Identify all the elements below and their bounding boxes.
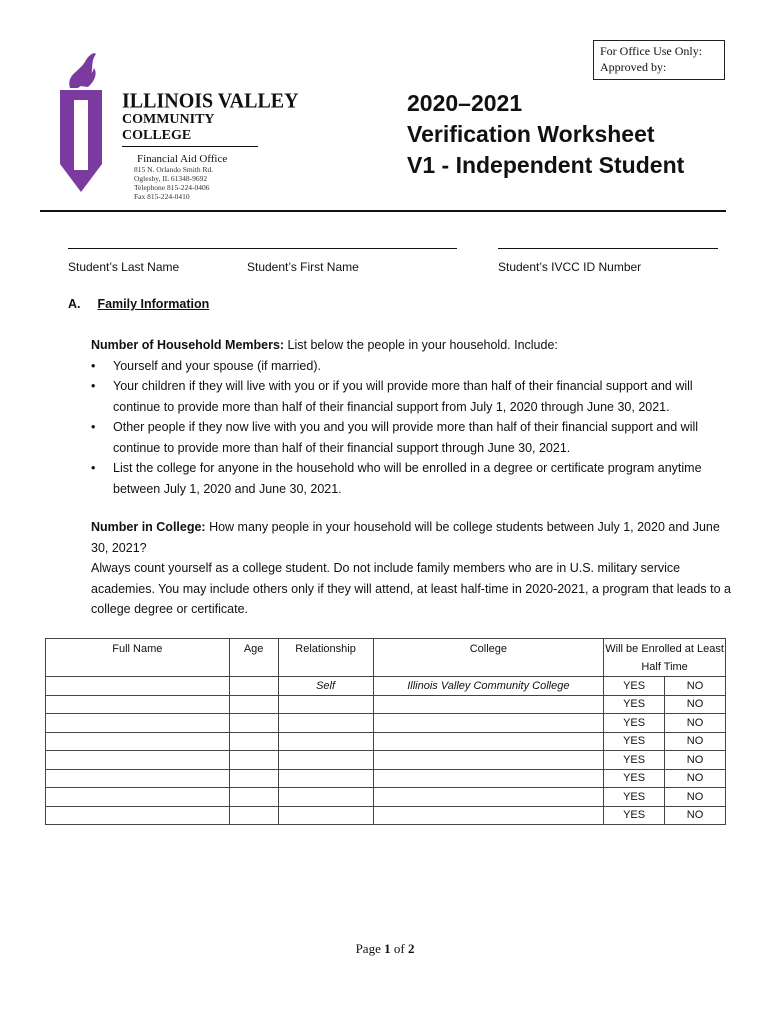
col-enrolled: Will be Enrolled at Least Half Time bbox=[604, 639, 726, 677]
relationship-cell[interactable] bbox=[278, 769, 373, 788]
table-row bbox=[46, 732, 726, 751]
worksheet-title bbox=[407, 88, 684, 181]
name-cell[interactable] bbox=[46, 769, 230, 788]
section-a-title: Family Information bbox=[97, 297, 210, 311]
yes-option[interactable]: YES bbox=[604, 677, 665, 696]
college-instructions bbox=[91, 517, 731, 620]
section-a-heading bbox=[68, 297, 209, 311]
list-item: • Yourself and your spouse (if married). bbox=[91, 356, 731, 377]
age-cell[interactable] bbox=[229, 714, 278, 733]
table-row bbox=[46, 806, 726, 825]
yes-option[interactable]: YES bbox=[604, 769, 665, 788]
yes-option[interactable]: YES bbox=[604, 806, 665, 825]
college-cell[interactable] bbox=[373, 806, 604, 825]
relationship-cell[interactable] bbox=[278, 751, 373, 770]
logo-telephone: Telephone 815-224-0406 bbox=[134, 183, 210, 192]
table-row bbox=[46, 769, 726, 788]
no-option[interactable]: NO bbox=[665, 806, 726, 825]
name-cell[interactable] bbox=[46, 788, 230, 807]
age-cell[interactable] bbox=[229, 751, 278, 770]
college-cell[interactable] bbox=[373, 732, 604, 751]
header-divider bbox=[40, 210, 726, 212]
logo-college-name-1: ILLINOIS VALLEY bbox=[122, 89, 299, 113]
col-college: College bbox=[373, 639, 604, 677]
household-table bbox=[45, 638, 726, 825]
title-worksheet: Verification Worksheet bbox=[407, 121, 655, 147]
last-name-label: Student’s Last Name bbox=[68, 260, 180, 274]
no-option[interactable]: NO bbox=[665, 714, 726, 733]
relationship-cell[interactable] bbox=[278, 788, 373, 807]
yes-option[interactable]: YES bbox=[604, 714, 665, 733]
age-cell[interactable] bbox=[229, 695, 278, 714]
college-lead: Number in College: bbox=[91, 520, 206, 534]
age-cell[interactable] bbox=[229, 769, 278, 788]
college-logo-text bbox=[122, 90, 299, 201]
col-age: Age bbox=[229, 639, 278, 677]
name-cell[interactable] bbox=[46, 695, 230, 714]
list-item: • List the college for anyone in the household who will be enrolled in a degree or certificate program anytime between July 1, 2020 and June 30, 2021. bbox=[91, 458, 731, 499]
page-total: 2 bbox=[407, 941, 415, 956]
college-cell[interactable] bbox=[373, 751, 604, 770]
section-a-label: A. bbox=[68, 297, 81, 311]
table-row bbox=[46, 751, 726, 770]
table-row bbox=[46, 714, 726, 733]
age-cell[interactable] bbox=[229, 732, 278, 751]
relationship-cell[interactable] bbox=[278, 732, 373, 751]
office-use-label: For Office Use Only: bbox=[600, 44, 703, 58]
table-row bbox=[46, 695, 726, 714]
age-cell[interactable] bbox=[229, 788, 278, 807]
title-year: 2020–2021 bbox=[407, 90, 523, 116]
name-cell[interactable] bbox=[46, 806, 230, 825]
no-option[interactable]: NO bbox=[665, 677, 726, 696]
age-cell[interactable] bbox=[229, 677, 278, 696]
student-id-line[interactable] bbox=[498, 248, 718, 249]
no-option[interactable]: NO bbox=[665, 788, 726, 807]
college-question bbox=[91, 517, 731, 558]
household-text: List below the people in your household. Include: bbox=[284, 338, 558, 352]
college-guidance: Always count yourself as a college student. Do not include family members who are in U.S. military service academies. You may include others only if they will attend, at least half-time in 2020-2021, a program that leads to a college degree or certificate. bbox=[91, 561, 731, 616]
yes-option[interactable]: YES bbox=[604, 695, 665, 714]
college-logo-icon bbox=[50, 52, 112, 194]
logo-address-2: Oglesby, IL 61348-9692 bbox=[134, 174, 208, 183]
logo-office-name: Financial Aid Office bbox=[137, 153, 228, 165]
college-cell[interactable] bbox=[373, 714, 604, 733]
col-relationship: Relationship bbox=[278, 639, 373, 677]
name-cell[interactable] bbox=[46, 732, 230, 751]
college-cell[interactable] bbox=[373, 769, 604, 788]
list-item: • Other people if they now live with you and you will provide more than half of their financial support and will continue to provide more than half of their financial support through June 30, 2021. bbox=[91, 417, 731, 458]
yes-option[interactable]: YES bbox=[604, 732, 665, 751]
student-id-label: Student’s IVCC ID Number bbox=[498, 260, 642, 274]
no-option[interactable]: NO bbox=[665, 769, 726, 788]
page-of: of bbox=[390, 941, 408, 956]
page-number bbox=[0, 941, 770, 957]
logo-fax: Fax 815-224-0410 bbox=[134, 192, 190, 201]
page-prefix: Page bbox=[355, 941, 385, 956]
office-use-box bbox=[593, 40, 725, 80]
household-bullets bbox=[91, 356, 731, 500]
table-row bbox=[46, 677, 726, 696]
approved-by-label: Approved by: bbox=[600, 60, 667, 74]
household-instructions bbox=[91, 335, 731, 499]
page-current: 1 bbox=[384, 941, 391, 956]
table-row bbox=[46, 788, 726, 807]
student-name-line[interactable] bbox=[68, 248, 457, 249]
table-header-row bbox=[46, 639, 726, 677]
relationship-cell[interactable] bbox=[278, 714, 373, 733]
logo-college-name-2: COMMUNITY COLLEGE bbox=[122, 112, 258, 147]
college-cell: Illinois Valley Community College bbox=[373, 677, 604, 696]
first-name-label: Student’s First Name bbox=[247, 260, 359, 274]
no-option[interactable]: NO bbox=[665, 695, 726, 714]
yes-option[interactable]: YES bbox=[604, 751, 665, 770]
name-cell[interactable] bbox=[46, 677, 230, 696]
college-cell[interactable] bbox=[373, 695, 604, 714]
relationship-cell[interactable] bbox=[278, 806, 373, 825]
household-lead: Number of Household Members: bbox=[91, 338, 285, 352]
yes-option[interactable]: YES bbox=[604, 788, 665, 807]
college-cell[interactable] bbox=[373, 788, 604, 807]
relationship-cell: Self bbox=[278, 677, 373, 696]
age-cell[interactable] bbox=[229, 806, 278, 825]
no-option[interactable]: NO bbox=[665, 732, 726, 751]
title-student-type: V1 - Independent Student bbox=[407, 152, 685, 178]
college-text: How many people in your household will be college students between July 1, 2020 and June 30, 2021? bbox=[91, 520, 720, 555]
no-option[interactable]: NO bbox=[665, 751, 726, 770]
name-cell[interactable] bbox=[46, 714, 230, 733]
relationship-cell[interactable] bbox=[278, 695, 373, 714]
list-item: • Your children if they will live with you or if you will provide more than half of their financial support and will continue to provide more than half of their financial support from July 1, 2020 through June 30, 2021. bbox=[91, 376, 731, 417]
logo-address-1: 815 N. Orlando Smith Rd. bbox=[134, 165, 214, 174]
col-full-name: Full Name bbox=[46, 639, 230, 677]
household-intro bbox=[91, 335, 731, 356]
name-cell[interactable] bbox=[46, 751, 230, 770]
